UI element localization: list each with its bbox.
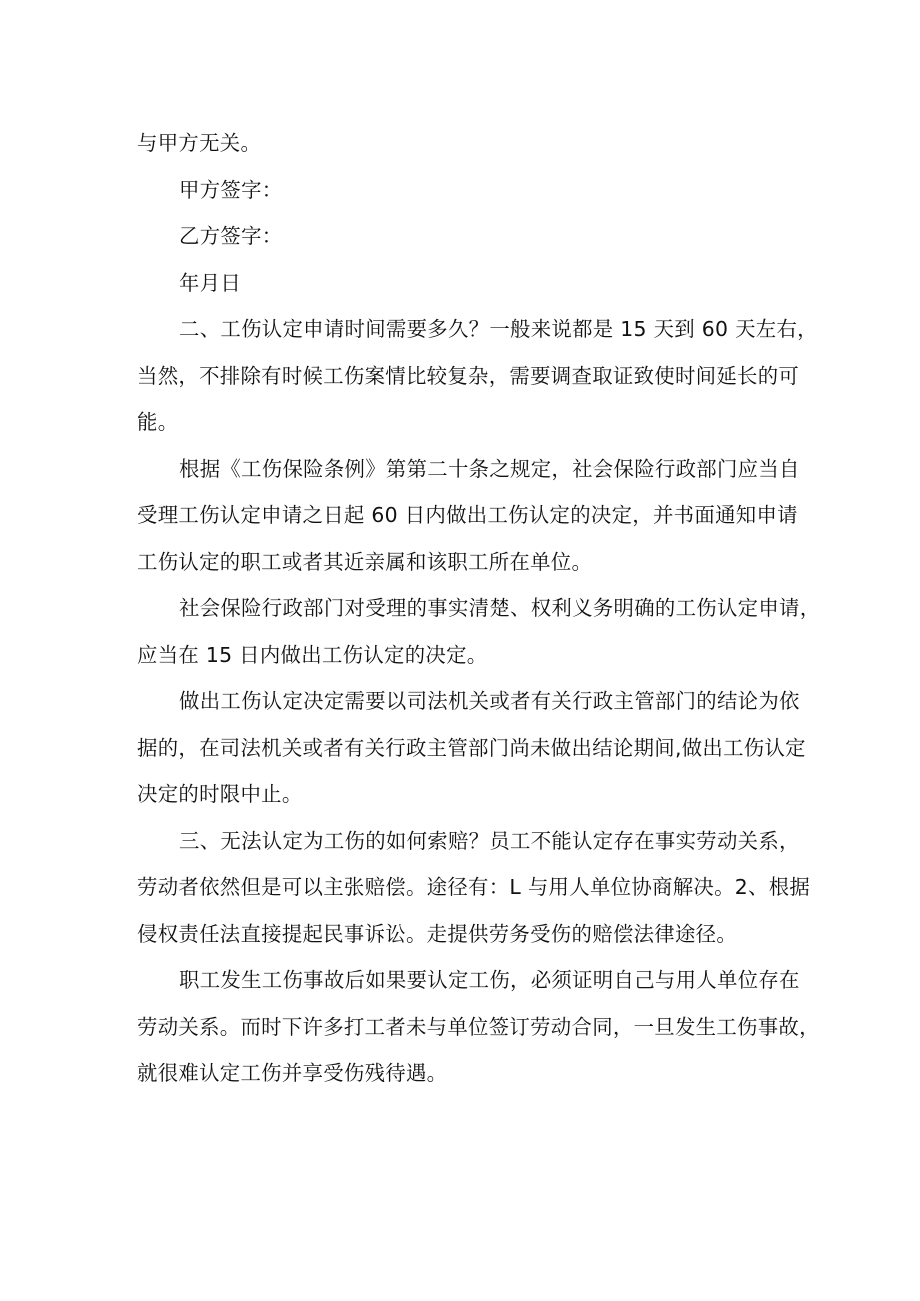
- text-line: 社会保险行政部门对受理的事实清楚、权利义务明确的工伤认定申请，: [179, 596, 821, 620]
- text-line: 做出工伤认定决定需要以司法机关或者有关行政主管部门的结论为依: [179, 689, 800, 713]
- document-body: [137, 120, 821, 1097]
- paragraph-suspension: [137, 678, 806, 818]
- text-line: 三、无法认定为工伤的如何索赔？员工不能认定存在事实劳动关系，: [179, 828, 800, 853]
- text-line: 就很难认定工伤并享受伤残待遇。: [137, 1061, 448, 1085]
- text-line: 当然，不排除有时候工伤案情比较复杂，需要调查取证致使时间延长的可: [137, 363, 800, 388]
- paragraph-section-2: [137, 306, 818, 446]
- text-line: 二、工伤认定申请时间需要多久？一般来说都是 15 天到 60 天左右，: [179, 317, 818, 341]
- paragraph-section-3: [137, 818, 811, 958]
- text-line: 应当在 15 日内做出工伤认定的决定。: [137, 642, 488, 667]
- text-line: 工伤认定的职工或者其近亲属和该职工所在单位。: [137, 549, 593, 574]
- text-line: 与甲方无关。: [137, 131, 262, 155]
- text-line: 据的，在司法机关或者有关行政主管部门尚未做出结论期间,做出工伤认定: [137, 735, 806, 760]
- party-a-signature: [137, 167, 797, 214]
- text-line: 劳动关系。而时下许多打工者未与单位签订劳动合同，一旦发生工伤事故，: [137, 1014, 820, 1039]
- paragraph-15-days: [137, 585, 821, 678]
- text-line: 职工发生工伤事故后如果要认定工伤，必须证明自己与用人单位存在: [179, 968, 800, 992]
- paragraph-closing: [137, 120, 797, 167]
- date-line: [137, 260, 797, 307]
- text-line: 侵权责任法直接提起民事诉讼。走提供劳务受伤的赔偿法律途径。: [137, 921, 738, 946]
- paragraph-labor-relation: [137, 957, 820, 1097]
- text-line: 年月日: [179, 270, 242, 295]
- text-line: 能。: [137, 410, 179, 434]
- text-line: 根据《工伤保险条例》第第二十条之规定，社会保险行政部门应当自: [179, 456, 800, 481]
- text-line: 决定的时限中止。: [137, 782, 303, 806]
- text-line: 乙方签字：: [179, 224, 283, 248]
- paragraph-regulation: [137, 446, 800, 586]
- text-line: 甲方签字：: [179, 177, 283, 202]
- text-line: 劳动者依然但是可以主张赔偿。途径有：L 与用人单位协商解决。2、根据: [137, 875, 811, 899]
- party-b-signature: [137, 213, 797, 260]
- text-line: 受理工伤认定申请之日起 60 日内做出工伤认定的决定，并书面通知申请: [137, 503, 798, 527]
